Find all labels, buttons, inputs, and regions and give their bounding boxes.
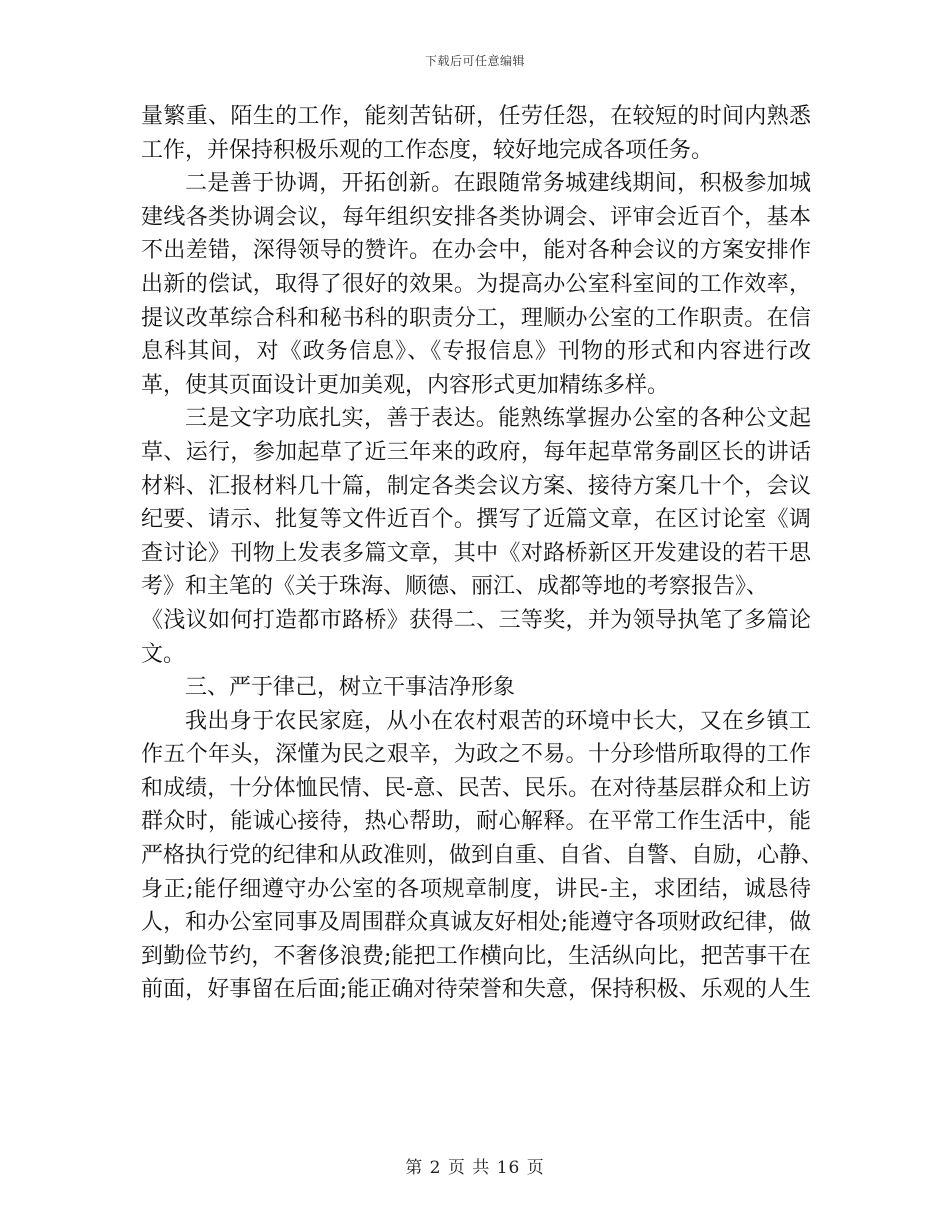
body-line: 三是文字功底扎实，善于表达。能熟练掌握办公室的各种公文起 xyxy=(185,406,811,432)
body-line: 工作，并保持积极乐观的工作态度，较好地完成各项任务。 xyxy=(141,137,714,163)
body-line: 文。 xyxy=(141,641,186,667)
body-line: 严格执行党的纪律和从政准则，做到自重、自省、自警、自励，心静、 xyxy=(141,843,824,869)
body-line: 到勤俭节约，不奢侈浪费;能把工作横向比，生活纵向比，把苦事干在 xyxy=(141,943,811,969)
body-line: 不出差错，深得领导的赞许。在办会中，能对各种会议的方案安排作 xyxy=(141,238,811,264)
page-number-footer: 第 2 页 共 16 页 xyxy=(405,1158,545,1178)
body-line: 和成绩，十分体恤民情、民-意、民苦、民乐。在对待基层群众和上访 xyxy=(141,775,811,801)
body-line: 建线各类协调会议，每年组织安排各类协调会、评审会近百个，基本 xyxy=(141,204,811,230)
body-line: 纪要、请示、批复等文件近百个。撰写了近篇文章，在区讨论室《调 xyxy=(141,507,811,533)
body-line: 二是善于协调，开拓创新。在跟随常务城建线期间，积极参加城 xyxy=(185,171,811,197)
body-line: 革，使其页面设计更加美观，内容形式更加精练多样。 xyxy=(141,372,670,398)
body-line: 量繁重、陌生的工作，能刻苦钻研，任劳任怨，在较短的时间内熟悉 xyxy=(141,104,811,129)
body-line: 草、运行，参加起草了近三年来的政府，每年起草常务副区长的讲话 xyxy=(141,439,811,465)
document-body xyxy=(141,100,824,1007)
body-line: 前面，好事留在后面;能正确对待荣誉和失意，保持积极、乐观的人生 xyxy=(141,977,811,1003)
body-line: 息科其间，对《政务信息》、《专报信息》刊物的形式和内容进行改 xyxy=(141,339,811,365)
body-line: 《浅议如何打造都市路桥》获得二、三等奖，并为领导执笔了多篇论 xyxy=(141,607,811,633)
section-heading: 三、严于律己，树立干事洁净形象 xyxy=(185,675,516,701)
body-line: 群众时，能诚心接待，热心帮助，耐心解释。在平常工作生活中，能 xyxy=(141,809,811,835)
body-line: 作五个年头，深懂为民之艰辛，为政之不易。十分珍惜所取得的工作 xyxy=(141,742,811,768)
body-line: 身正;能仔细遵守办公室的各项规章制度，讲民-主，求团结，诚恳待 xyxy=(141,876,811,902)
page-header: 下载后可任意编辑 xyxy=(424,54,525,68)
body-line: 出新的偿试，取得了很好的效果。为提高办公室科室间的工作效率， xyxy=(141,271,811,297)
body-line: 人，和办公室同事及周围群众真诚友好相处;能遵守各项财政纪律，做 xyxy=(141,910,811,936)
body-line: 查讨论》刊物上发表多篇文章，其中《对路桥新区开发建设的若干思 xyxy=(141,540,811,566)
body-line: 考》和主笔的《关于珠海、顺德、丽江、成都等地的考察报告》、 xyxy=(141,574,769,600)
body-line: 提议改革综合科和秘书科的职责分工，理顺办公室的工作职责。在信 xyxy=(141,305,811,331)
body-line: 材料、汇报材料几十篇，制定各类会议方案、接待方案几十个，会议 xyxy=(141,473,811,499)
body-line: 我出身于农民家庭，从小在农村艰苦的环境中长大，又在乡镇工 xyxy=(185,708,811,734)
